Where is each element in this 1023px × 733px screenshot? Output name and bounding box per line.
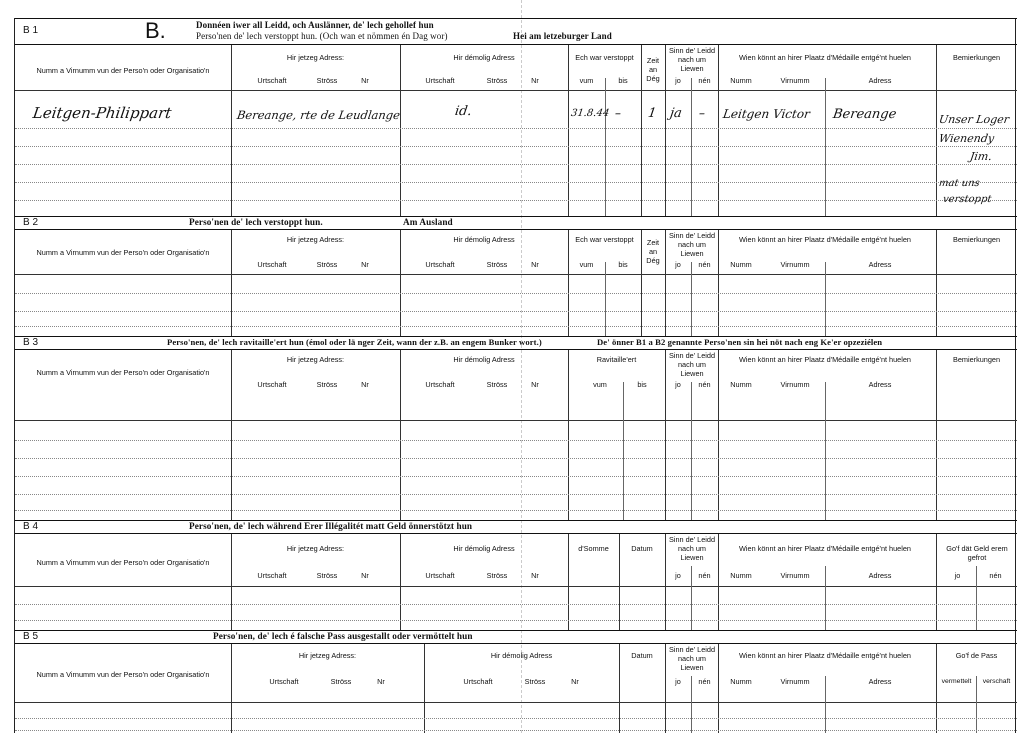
b1-col-divider	[936, 45, 937, 216]
section-b4-title: Perso'nen, de' lech während Erer Illégalitét matt Geld önnerstötzt hun	[189, 521, 473, 531]
b4-header-money-no: nén	[989, 571, 1002, 580]
b2-col-divider	[936, 230, 937, 336]
section-b1-title-line1: Donnéen iwer all Leidd, och Auslänner, de' lech gehollef hun	[196, 20, 434, 30]
b5-col-divider	[718, 644, 719, 733]
b2-header-remarks: Bemierkungen	[952, 235, 1001, 244]
b1-row-line	[15, 182, 1017, 183]
section-b1-title-extra: Hei am letzeburger Land	[513, 31, 612, 41]
b1-header-town: Urtschaft	[425, 76, 455, 85]
b1-col-divider	[568, 45, 569, 216]
b5-header-nr: Nr	[571, 677, 579, 686]
b2-header-town: Urtschaft	[257, 260, 287, 269]
b4-header-street: Ströss	[316, 571, 338, 580]
b3-header-name: Numm a Virnumm vun der Perso'n oder Organisatio'n	[36, 368, 210, 377]
section-b2	[15, 216, 1017, 336]
section-b1-code: B 1	[23, 25, 39, 36]
b3-header-from: vum	[593, 380, 607, 389]
b1-entry-remark: Jim.	[969, 150, 993, 163]
b5-header-current-address: Hir jetzeg Adress:	[298, 651, 357, 660]
b5-header-medal: Wien könnt an hirer Plaatz d'Médaille entgé'nt huelen	[739, 651, 911, 660]
b5-row-line	[15, 718, 1017, 719]
b1-row-line	[15, 164, 1017, 165]
b4-header-medal: Wien könnt an hirer Plaatz d'Médaille entgé'nt huelen	[739, 544, 911, 553]
b1-header-hidden: Ech war verstoppt	[575, 53, 634, 62]
b1-entry-medal-address: Bereange	[831, 107, 898, 122]
b4-header-nr: Nr	[361, 571, 369, 580]
b1-header-name: Numm a Virnumm vun der Perso'n oder Organisatio'n	[36, 66, 210, 75]
b3-header-supplied: Ravitaille'ert	[596, 355, 637, 364]
b4-header-medal-name: Numm	[730, 571, 752, 580]
b4-col-divider	[718, 534, 719, 630]
b1-header-town: Urtschaft	[257, 76, 287, 85]
b5-header-yes: jo	[675, 677, 681, 686]
b1-header-medal-address: Adress	[868, 76, 892, 85]
b5-header-street: Ströss	[330, 677, 352, 686]
b3-header-nr: Nr	[361, 380, 369, 389]
form-sheet	[14, 18, 1016, 733]
b3-row-line	[15, 458, 1017, 459]
b4-header-street: Ströss	[486, 571, 508, 580]
b2-header-no: nén	[698, 260, 711, 269]
b4-header-money: Go'f dät Geld erem gefrot	[946, 544, 1008, 562]
b5-header-bottom	[15, 702, 1017, 703]
b5-header-medal-firstname: Virnumm	[780, 677, 810, 686]
section-b4-code: B 4	[23, 521, 39, 532]
b2-col-divider	[231, 230, 232, 336]
b1-entry-medal-name: Leitgen Victor	[722, 107, 811, 121]
b1-header-nr: Nr	[361, 76, 369, 85]
b3-row-line	[15, 440, 1017, 441]
b1-col-divider	[231, 45, 232, 216]
b2-header-hidden: Ech war verstoppt	[575, 235, 634, 244]
section-b4	[15, 520, 1017, 630]
b3-header-bottom	[15, 420, 1017, 421]
b2-col-divider	[825, 262, 826, 336]
b1-row-line	[15, 128, 1017, 129]
b3-col-divider	[825, 382, 826, 520]
b1-header-current-address: Hir jetzeg Adress:	[286, 53, 345, 62]
b1-entry-yes: ja	[668, 106, 683, 121]
b1-header-remarks: Bemierkungen	[952, 53, 1001, 62]
b3-row-line	[15, 494, 1017, 495]
section-b2-code: B 2	[23, 217, 39, 228]
b3-header-former-address: Hir démolig Adress	[453, 355, 515, 364]
b1-header-from: vum	[579, 76, 594, 85]
b1-col-divider	[641, 45, 642, 216]
b5-header-no: nén	[698, 677, 711, 686]
b2-header-medal-address: Adress	[868, 260, 892, 269]
b4-header-date: Datum	[631, 544, 653, 553]
section-b2-bar	[15, 216, 1017, 230]
b1-row-line	[15, 146, 1017, 147]
b5-row-line	[15, 730, 1017, 731]
b5-header-suffered: Sinn de' Leidd nach um Liewen	[668, 645, 716, 672]
b1-header-no: nén	[698, 76, 711, 85]
b2-header-town: Urtschaft	[425, 260, 455, 269]
b5-header-name: Numm a Virnumm vun der Perso'n oder Organisatio'n	[36, 670, 210, 679]
b3-header-medal: Wien könnt an hirer Plaatz d'Médaille entgé'nt huelen	[739, 355, 911, 364]
b2-header-medal: Wien könnt an hirer Plaatz d'Médaille entgé'nt huelen	[739, 235, 911, 244]
form-letter: B.	[145, 18, 166, 43]
b4-header-medal-firstname: Virnumm	[780, 571, 810, 580]
b4-header-sum: d'Somme	[578, 544, 609, 553]
section-b4-bar	[15, 520, 1017, 534]
b5-header-date: Datum	[631, 651, 653, 660]
b2-header-nr: Nr	[361, 260, 369, 269]
b2-header-to: bis	[618, 260, 628, 269]
b4-header-current-address: Hir jetzeg Adress:	[286, 544, 345, 553]
b4-header-name: Numm a Virnumm vun der Perso'n oder Organisatio'n	[36, 558, 210, 567]
b3-col-divider	[623, 382, 624, 520]
b2-header-street: Ströss	[486, 260, 508, 269]
b3-header-medal-address: Adress	[868, 380, 892, 389]
section-b5-code: B 5	[23, 631, 39, 642]
b5-header-medal-name: Numm	[730, 677, 752, 686]
b5-header-pass-made: verschaft	[982, 678, 1011, 685]
b1-col-divider	[400, 45, 401, 216]
b1-header-former-address: Hir démolig Adress	[453, 53, 515, 62]
b5-header-town: Urtschaft	[269, 677, 299, 686]
b2-header-bottom	[15, 274, 1017, 275]
b2-row-line	[15, 293, 1017, 294]
b1-col-divider	[718, 45, 719, 216]
b4-header-former-address: Hir démolig Adress	[453, 544, 515, 553]
b1-header-street: Ströss	[316, 76, 338, 85]
b2-row-line	[15, 326, 1017, 327]
b1-header-street: Ströss	[486, 76, 508, 85]
b1-entry-remark: mat uns	[938, 178, 981, 189]
b1-entry-days: 1	[646, 106, 658, 121]
b4-header-bottom	[15, 586, 1017, 587]
b3-header-town: Urtschaft	[257, 380, 287, 389]
b5-col-divider	[825, 676, 826, 733]
b2-col-divider	[641, 230, 642, 336]
section-b1	[15, 18, 1017, 216]
b2-row-line	[15, 311, 1017, 312]
b3-header-street: Ströss	[486, 380, 508, 389]
b5-header-pass-issued: vermettelt	[941, 678, 972, 685]
b2-header-time: Zeit an Dég	[646, 238, 660, 265]
b3-header-medal-firstname: Virnumm	[780, 380, 810, 389]
section-b3-code: B 3	[23, 337, 39, 348]
b2-header-name: Numm a Virnumm vun der Perso'n oder Organisatio'n	[36, 248, 210, 257]
b3-col-divider	[691, 382, 692, 520]
b1-entry-current-address: Bereange, rte de Leudlange	[236, 108, 402, 122]
b1-entry-remark: Unser Loger	[938, 113, 1010, 126]
b2-col-divider	[718, 230, 719, 336]
b4-header-money-yes: jo	[954, 571, 961, 580]
b1-entry-former-address: id.	[453, 104, 473, 119]
b1-header-nr: Nr	[531, 76, 539, 85]
b4-header-town: Urtschaft	[425, 571, 455, 580]
b3-header-current-address: Hir jetzeg Adress:	[286, 355, 345, 364]
section-b3	[15, 336, 1017, 520]
b1-row-line	[15, 200, 1017, 201]
b4-row-line	[15, 620, 1017, 621]
b5-header-pass: Go'f de Pass	[955, 651, 998, 660]
b2-header-nr: Nr	[531, 260, 539, 269]
b2-header-street: Ströss	[316, 260, 338, 269]
b1-header-yes: jo	[675, 76, 681, 85]
b4-header-suffered: Sinn de' Leidd nach um Liewen	[668, 535, 716, 562]
b3-header-town: Urtschaft	[425, 380, 455, 389]
b1-col-divider	[825, 78, 826, 216]
b3-header-street: Ströss	[316, 380, 338, 389]
b1-col-divider	[691, 78, 692, 216]
b5-header-former-address: Hir démolig Adress	[490, 651, 553, 660]
b3-row-line	[15, 476, 1017, 477]
b4-header-yes: jo	[675, 571, 681, 580]
b5-header-medal-address: Adress	[868, 677, 892, 686]
b4-col-divider	[936, 534, 937, 630]
b2-header-suffered: Sinn de' Leidd nach um Liewen	[668, 231, 716, 258]
b2-col-divider	[691, 262, 692, 336]
b1-entry-name: Leitgen-Philippart	[31, 104, 173, 122]
section-b5-title: Perso'nen, de' lech é falsche Pass ausgestallt oder vermöttelt hun	[213, 631, 473, 641]
b3-header-to: bis	[637, 380, 647, 389]
b3-header-yes: jo	[675, 380, 681, 389]
b5-header-town: Urtschaft	[463, 677, 493, 686]
b1-entry-remark: Wienendy	[938, 132, 995, 145]
b2-header-former-address: Hir démolig Adress	[453, 235, 515, 244]
b1-col-divider	[605, 78, 606, 216]
b2-header-from: vum	[579, 260, 594, 269]
b3-row-line	[15, 510, 1017, 511]
b3-header-nr: Nr	[531, 380, 539, 389]
b1-header-bottom	[15, 90, 1017, 91]
b4-header-no: nén	[698, 571, 711, 580]
b1-header-medal-firstname: Virnumm	[780, 76, 810, 85]
b2-header-yes: jo	[675, 260, 681, 269]
b2-header-medal-firstname: Virnumm	[780, 260, 810, 269]
b3-header-remarks: Bemierkungen	[952, 355, 1001, 364]
b4-header-nr: Nr	[531, 571, 539, 580]
b1-header-time: Zeit an Dég	[646, 56, 660, 83]
b4-row-line	[15, 604, 1017, 605]
b3-header-suffered: Sinn de' Leidd nach um Liewen	[668, 351, 716, 378]
section-b5-bar	[15, 630, 1017, 644]
section-b3-title: Perso'nen, de' lech ravitaille'ert hun (émol oder lä nger Zeit, wann der z.B. an engem Bunker wort.)	[167, 337, 542, 347]
section-b3-title-extra: De' önner B1 a B2 genannte Perso'nen sin hei nöt nach eng Ke'er opzeziélen	[597, 337, 883, 347]
b4-header-medal-address: Adress	[868, 571, 892, 580]
b1-header-medal-name: Numm	[730, 76, 752, 85]
section-b1-title-line2: Perso'nen de' lech verstoppt hun. (Och wan et nömmen én Dag wor)	[196, 31, 448, 41]
b5-header-nr: Nr	[377, 677, 385, 686]
b3-header-no: nén	[698, 380, 711, 389]
b3-header-medal-name: Numm	[730, 380, 752, 389]
b5-header-street: Ströss	[524, 677, 546, 686]
b2-col-divider	[605, 262, 606, 336]
b1-entry-to: –	[614, 106, 622, 120]
b1-entry-remark: verstoppt	[942, 194, 993, 205]
section-b5	[15, 630, 1017, 733]
b1-entry-no: –	[698, 106, 706, 120]
b4-header-town: Urtschaft	[257, 571, 287, 580]
b2-col-divider	[568, 230, 569, 336]
section-b2-title-extra: Am Ausland	[403, 217, 453, 227]
b2-header-current-address: Hir jetzeg Adress:	[286, 235, 345, 244]
b1-entry-from: 31.8.44	[570, 108, 610, 119]
b1-header-to: bis	[618, 76, 628, 85]
section-b2-title: Perso'nen de' lech verstoppt hun.	[189, 217, 323, 227]
b2-col-divider	[400, 230, 401, 336]
b1-header-medal: Wien könnt an hirer Plaatz d'Médaille entgé'nt huelen	[739, 53, 911, 62]
b2-header-medal-name: Numm	[730, 260, 752, 269]
b1-header-suffered: Sinn de' Leidd nach um Liewen	[668, 46, 716, 73]
